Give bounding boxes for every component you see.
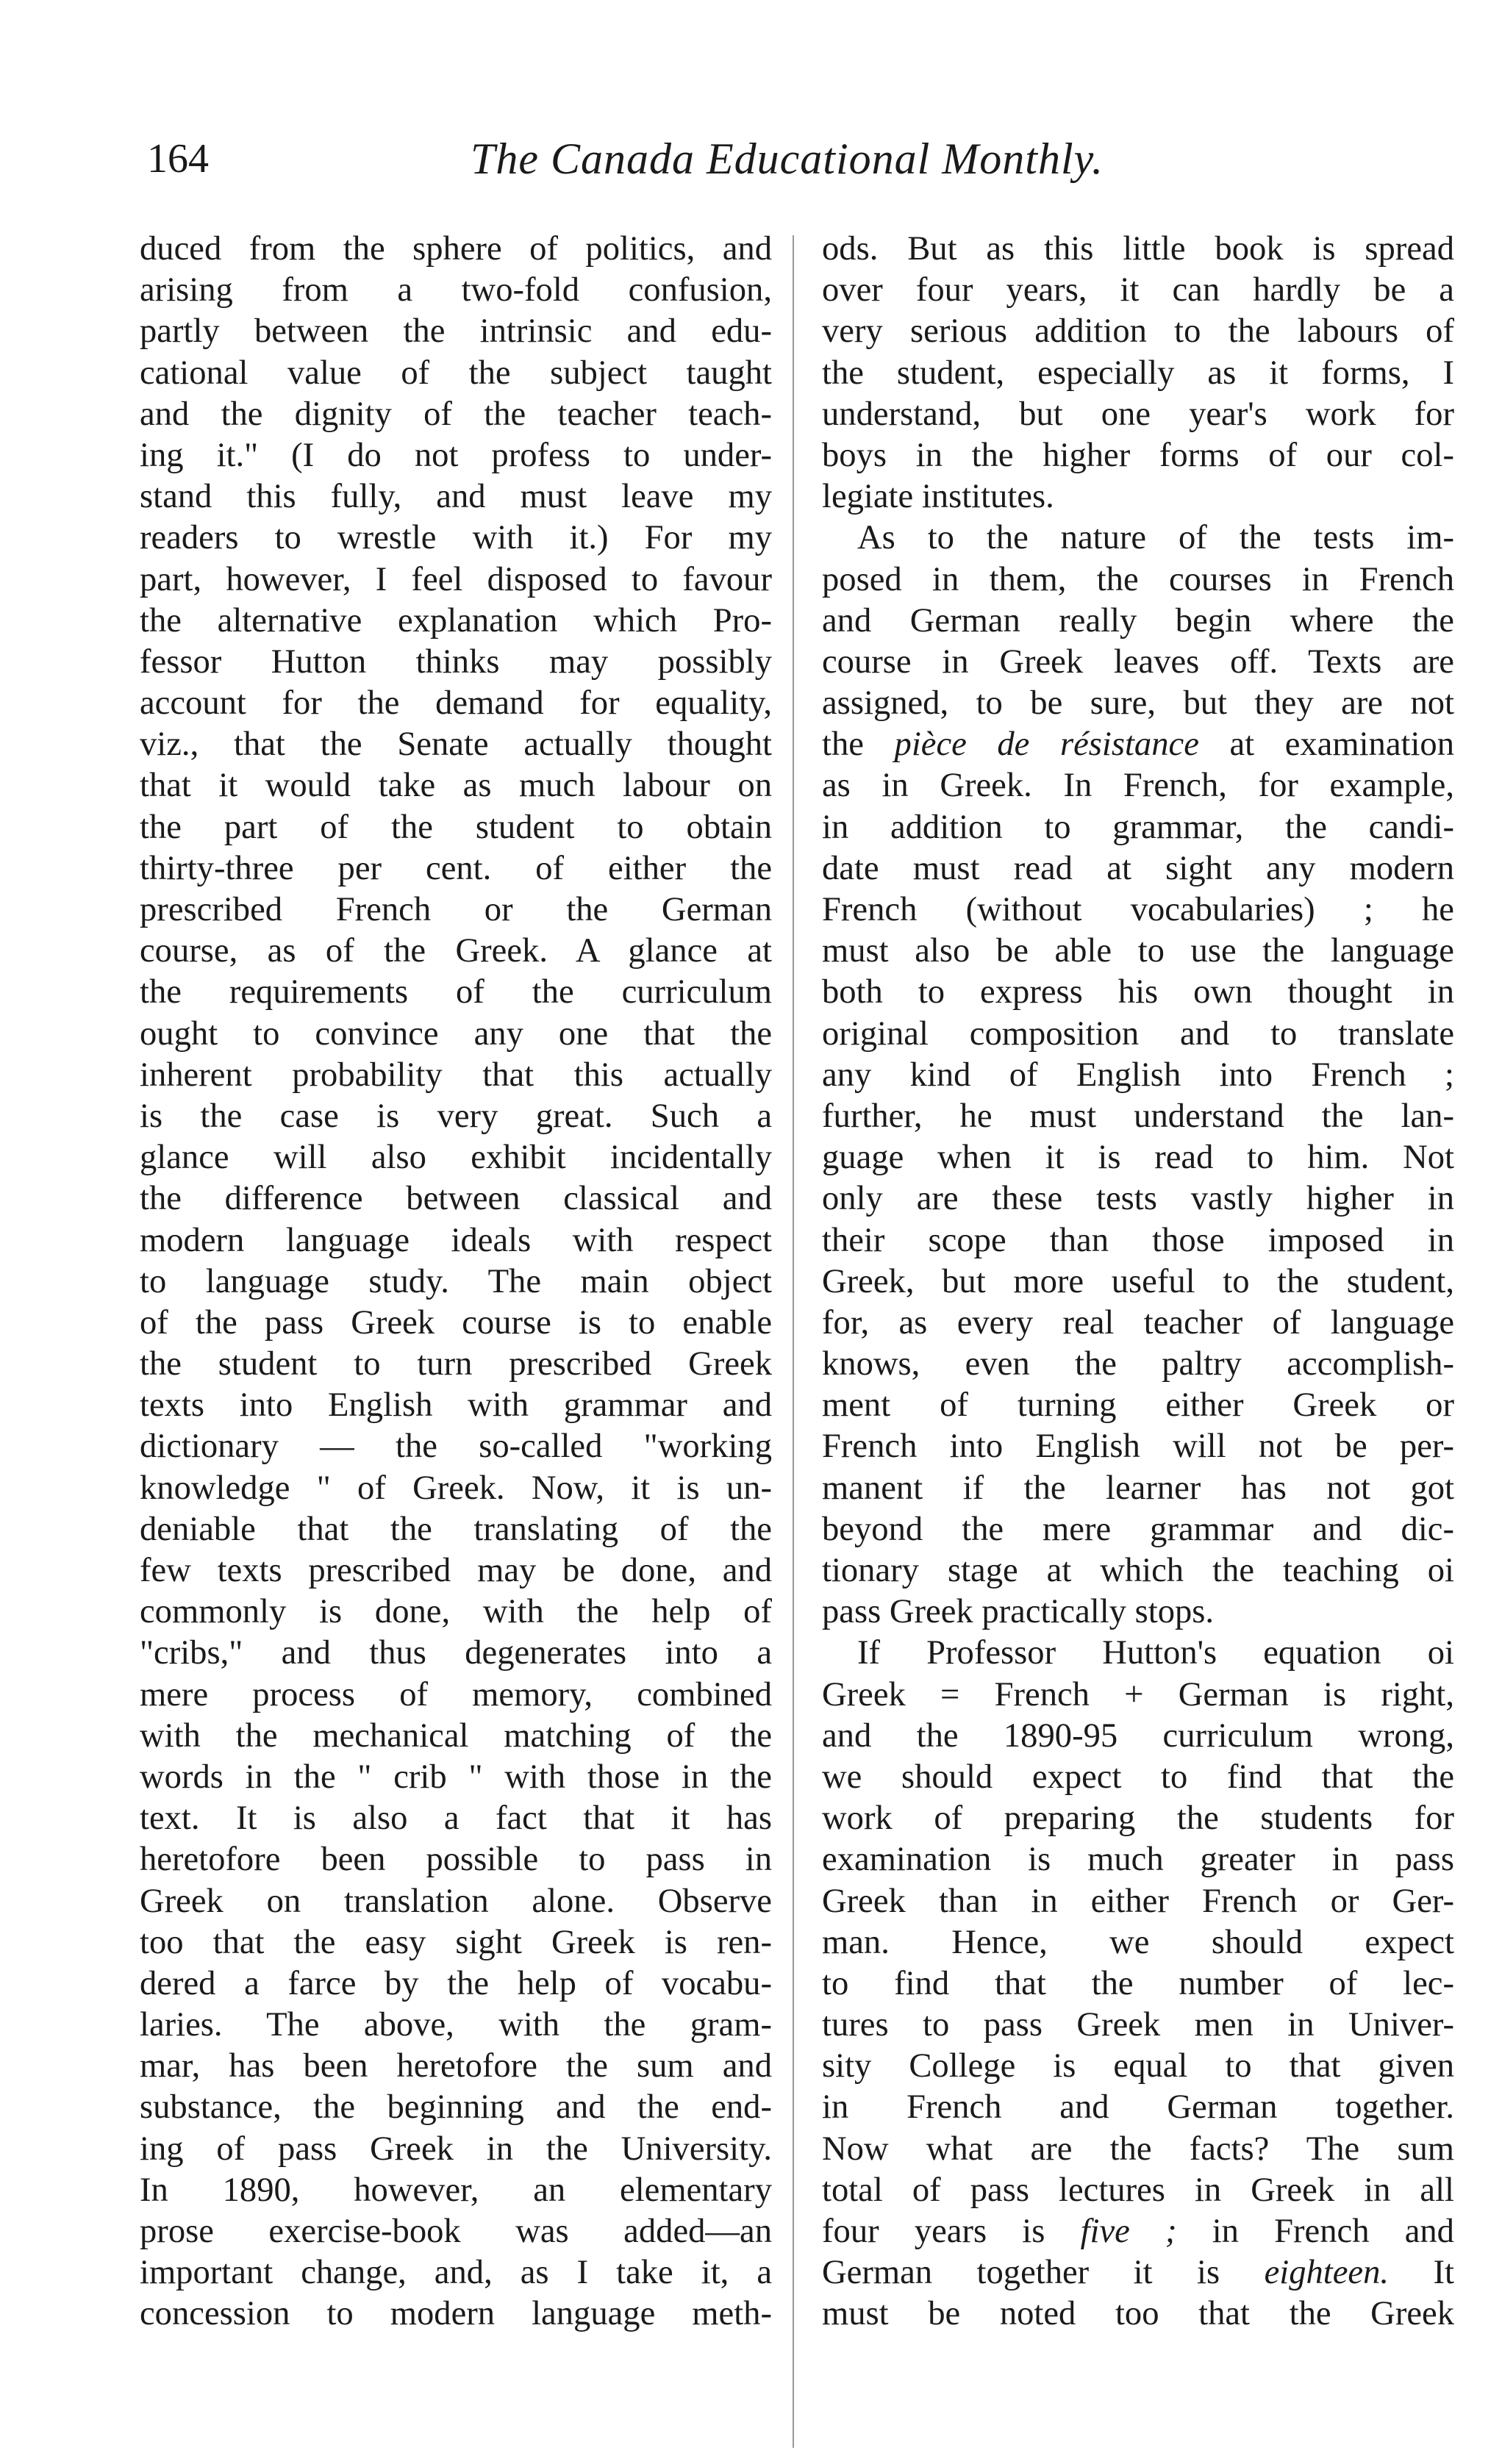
text-line: German together it is eighteen. It [822, 2253, 1454, 2292]
text-line: the student, especially as it forms, I [822, 353, 1454, 392]
right-paragraph-3 [822, 1632, 1454, 2334]
text-line: readers to wrestle with it.) For my [140, 518, 772, 557]
text-line: modern language ideals with respect [140, 1220, 772, 1259]
text-line: in addition to grammar, the candi- [822, 807, 1454, 846]
text-line: and the dignity of the teacher teach- [140, 394, 772, 433]
text-line: to find that the number of lec- [822, 1963, 1454, 2002]
text-line: arising from a two-fold confusion, [140, 271, 772, 309]
text-line: original composition and to translate [822, 1014, 1454, 1053]
text-line: must be noted too that the Greek [822, 2294, 1454, 2333]
text-line: with the mechanical matching of the [140, 1716, 772, 1755]
text-line: laries. The above, with the gram- [140, 2005, 772, 2044]
text-line: sity College is equal to that given [822, 2046, 1454, 2085]
text-line: "cribs," and thus degenerates into a [140, 1633, 772, 1672]
italic-phrase: five ; [1080, 2212, 1177, 2250]
italic-phrase: pièce de résistance [894, 725, 1199, 764]
page-header [0, 129, 1502, 188]
text-line: must also be able to use the language [822, 931, 1454, 970]
page-number: 164 [147, 136, 209, 182]
text-line: French into English will not be per- [822, 1427, 1454, 1466]
text-line: only are these tests vastly higher in [822, 1179, 1454, 1218]
text-line: the difference between classical and [140, 1179, 772, 1218]
right-column [822, 228, 1454, 2335]
text-line: of the pass Greek course is to enable [140, 1303, 772, 1342]
text-line: ought to convince any one that the [140, 1014, 772, 1053]
text-line: and German really begin where the [822, 601, 1454, 640]
text-line: If Professor Hutton's equation oi [857, 1633, 1454, 1672]
text-line: deniable that the translating of the [140, 1509, 772, 1548]
text-line: tures to pass Greek men in Univer- [822, 2005, 1454, 2044]
text-line: Greek than in either French or Ger- [822, 1881, 1454, 1920]
text-line: and the 1890-95 curriculum wrong, [822, 1716, 1454, 1755]
text-line: concession to modern language meth- [140, 2294, 772, 2333]
text-line: four years is five ; in French and [822, 2212, 1454, 2250]
text-line: any kind of English into French ; [822, 1055, 1454, 1094]
text-line: words in the " crib " with those in the [140, 1757, 772, 1796]
text-line: to language study. The main object [140, 1261, 772, 1300]
text-line: ods. But as this little book is spread [822, 229, 1454, 268]
text-line: is the case is very great. Such a [140, 1096, 772, 1135]
text-line: stand this fully, and must leave my [140, 477, 772, 516]
left-paragraph [140, 228, 772, 2335]
text-line: texts into English with grammar and [140, 1386, 772, 1425]
text-line: both to express his own thought in [822, 973, 1454, 1011]
text-line: dictionary — the so-called "working [140, 1427, 772, 1466]
column-divider [793, 235, 794, 2448]
text-line: the pièce de résistance at examination [822, 725, 1454, 764]
text-line: dered a farce by the help of vocabu- [140, 1963, 772, 2002]
text-line: prescribed French or the German [140, 890, 772, 928]
text-line: glance will also exhibit incidentally [140, 1138, 772, 1177]
running-title: The Canada Educational Monthly. [471, 135, 1104, 183]
text-line: Greek on translation alone. Observe [140, 1881, 772, 1920]
text-line: fessor Hutton thinks may possibly [140, 642, 772, 681]
text-line: partly between the intrinsic and edu- [140, 312, 772, 351]
text-line: viz., that the Senate actually thought [140, 725, 772, 764]
text-line: knowledge " of Greek. Now, it is un- [140, 1468, 772, 1507]
text-line: ing of pass Greek in the University. [140, 2129, 772, 2168]
text-line: the requirements of the curriculum [140, 973, 772, 1011]
text-line: we should expect to find that the [822, 1757, 1454, 1796]
text-line: course in Greek leaves off. Texts are [822, 642, 1454, 681]
text-line: few texts prescribed may be done, and [140, 1551, 772, 1589]
text-line: work of preparing the students for [822, 1799, 1454, 1838]
text-line: for, as every real teacher of language [822, 1303, 1454, 1342]
text-line: account for the demand for equality, [140, 684, 772, 723]
text-line: As to the nature of the tests im- [857, 518, 1454, 557]
text-line: pass Greek practically stops. [822, 1592, 1215, 1631]
text-line: ing it." (I do not profess to under- [140, 435, 772, 474]
text-line: posed in them, the courses in French [822, 559, 1454, 598]
text-line: man. Hence, we should expect [822, 1922, 1454, 1961]
text-line: beyond the mere grammar and dic- [822, 1509, 1454, 1548]
text-line: knows, even the paltry accomplish- [822, 1344, 1454, 1383]
left-column [140, 228, 772, 2335]
text-line: Greek = French + German is right, [822, 1675, 1454, 1713]
text-line: their scope than those imposed in [822, 1220, 1454, 1259]
text-line: boys in the higher forms of our col- [822, 435, 1454, 474]
text-line: the alternative explanation which Pro- [140, 601, 772, 640]
text-line: total of pass lectures in Greek in all [822, 2170, 1454, 2209]
text-line: the student to turn prescribed Greek [140, 1344, 772, 1383]
text-line: very serious addition to the labours of [822, 312, 1454, 351]
text-line: text. It is also a fact that it has [140, 1799, 772, 1838]
right-paragraph-1 [822, 228, 1454, 517]
text-line: further, he must understand the lan- [822, 1096, 1454, 1135]
text-line: manent if the learner has not got [822, 1468, 1454, 1507]
text-line: examination is much greater in pass [822, 1840, 1454, 1879]
text-line: part, however, I feel disposed to favour [140, 559, 772, 598]
text-line: Now what are the facts? The sum [822, 2129, 1454, 2168]
text-line: tionary stage at which the teaching oi [822, 1551, 1454, 1589]
text-line: that it would take as much labour on [140, 766, 772, 805]
italic-phrase: eighteen. [1264, 2253, 1390, 2292]
text-line: prose exercise-book was added—an [140, 2212, 772, 2250]
text-line: legiate institutes. [822, 477, 1054, 516]
text-line: course, as of the Greek. A glance at [140, 931, 772, 970]
text-line: cational value of the subject taught [140, 353, 772, 392]
text-line: understand, but one year's work for [822, 394, 1454, 433]
text-line: Greek, but more useful to the student, [822, 1261, 1454, 1300]
text-line: the part of the student to obtain [140, 807, 772, 846]
text-line: duced from the sphere of politics, and [140, 229, 772, 268]
text-line: as in Greek. In French, for example, [822, 766, 1454, 805]
text-line: thirty-three per cent. of either the [140, 848, 772, 887]
text-line: In 1890, however, an elementary [140, 2170, 772, 2209]
right-paragraph-2 [822, 517, 1454, 1632]
text-line: ment of turning either Greek or [822, 1386, 1454, 1425]
text-line: mere process of memory, combined [140, 1675, 772, 1713]
text-line: assigned, to be sure, but they are not [822, 684, 1454, 723]
text-line: mar, has been heretofore the sum and [140, 2046, 772, 2085]
text-line: heretofore been possible to pass in [140, 1840, 772, 1879]
text-line: too that the easy sight Greek is ren- [140, 1922, 772, 1961]
text-line: guage when it is read to him. Not [822, 1138, 1454, 1177]
text-line: important change, and, as I take it, a [140, 2253, 772, 2292]
text-line: in French and German together. [822, 2088, 1454, 2127]
text-line: French (without vocabularies) ; he [822, 890, 1454, 928]
text-line: over four years, it can hardly be a [822, 271, 1454, 309]
text-line: substance, the beginning and the end- [140, 2088, 772, 2127]
text-line: inherent probability that this actually [140, 1055, 772, 1094]
text-line: commonly is done, with the help of [140, 1592, 772, 1631]
text-line: date must read at sight any modern [822, 848, 1454, 887]
